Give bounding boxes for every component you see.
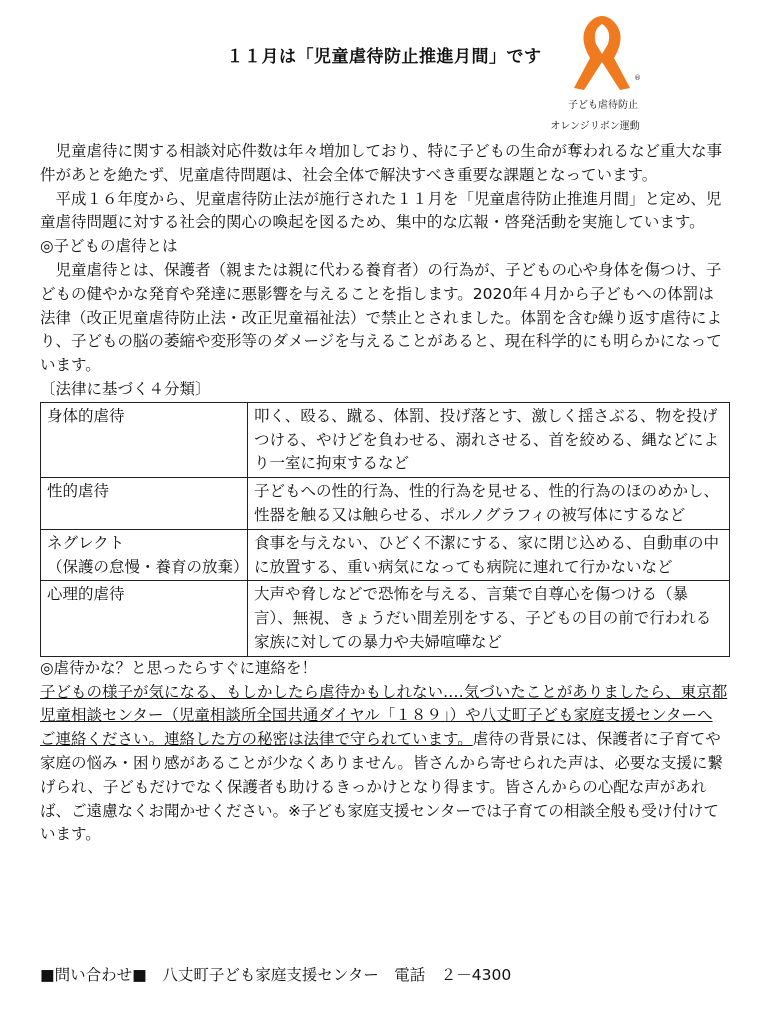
inquiry-label: ■問い合わせ■	[40, 966, 147, 984]
contact-footer	[40, 963, 511, 985]
intro-paragraph-1: 児童虐待に関する相談対応件数は年々増加しており、特に子どもの生命が奪われるなど重大な事件があとを絶たず、児童虐待問題は、社会全体で解決すべき重要な課題となっています。	[40, 142, 723, 184]
section-heading-abuse: ◎子どもの虐待とは	[40, 237, 178, 256]
contact-underlined-text: 子どもの様子が気になる、もしかしたら虐待かもしれない‥‥気づいたことがありましたら、東京都児童相談センター（児童相談所全国共通ダイヤル「１８９」）や八丈町子ども家庭支援センターへご連絡ください。連絡した方の秘密は法律で守られています。	[40, 682, 728, 749]
organization-name: 八丈町子ども家庭支援センター	[162, 966, 379, 984]
category-description: 叩く、殴る、蹴る、体罰、投げ落とす、激しく揺さぶる、物を投げつける、やけどを負わせる、溺れさせる、首を絞める、縄などにより一室に拘束するなど	[248, 402, 730, 477]
abuse-categories-table	[40, 402, 730, 657]
ribbon-caption-1: 子ども虐待防止	[568, 100, 638, 111]
page-title: １１月は「児童虐待防止推進月間」です	[226, 47, 542, 67]
intro-paragraph-2: 平成１６年度から、児童虐待防止法が施行された１１月を「児童虐待防止推進月間」と定め、児童虐待問題に対する社会的関心の喚起を図るため、集中的な広報・啓発活動を実施しています。	[40, 189, 722, 232]
ribbon-caption-2: オレンジリボン運動	[550, 121, 640, 132]
ribbon-icon	[562, 12, 644, 94]
contact-paragraph	[40, 681, 728, 848]
phone-number: ２－4300	[440, 966, 512, 984]
category-description: 食事を与えない、ひどく不潔にする、家に閉じ込める、自動車の中に放置する、重い病気になっても病院に連れて行かないなど	[248, 529, 730, 581]
category-name: 心理的虐待	[41, 581, 248, 656]
category-description: 子どもへの性的行為、性的行為を見せる、性的行為のほのめかし、性器を触る又は触らせる、ポルノグラフィの被写体にするなど	[248, 478, 730, 530]
table-caption: 〔法律に基づく４分類〕	[40, 379, 211, 398]
category-name: ネグレクト （保護の怠慢・養育の放棄）	[41, 529, 248, 581]
contact-rest-text: 虐待の背景には、保護者に子育てや家庭の悩み・困り感があることが少なくありません。皆さんから寄せられた声は、必要な支援に繋げられ、子どもだけでなく保護者も助けるきっかけとなり得ます。皆さんからの心配な声があれば、ご遠慮なくお聞かせください。※子ども家庭支援センターでは子育ての相談全般も受け付けています。	[40, 730, 723, 844]
table-row	[41, 529, 730, 581]
main-content	[40, 140, 728, 847]
table-row	[41, 478, 730, 530]
category-name: 性的虐待	[41, 478, 248, 530]
abuse-definition-paragraph: 児童虐待とは、保護者（親または親に代わる養育者）の行為が、子どもの心や身体を傷つけ、子どもの健やかな発育や発達に悪影響を与えることを指します。2020年４月から子どもへの体罰は法律（改正児童虐待防止法・改正児童福祉法）で禁止とされました。体罰を含む繰り返す虐待により、子どもの脳の萎縮や変形等のダメージを与えることがあると、現在科学的にも明らかになっています。	[40, 260, 723, 375]
table-row	[41, 402, 730, 477]
phone-label: 電話	[394, 966, 426, 984]
section-heading-contact: ◎虐待かな？と思ったらすぐに連絡を！	[40, 658, 318, 677]
category-name: 身体的虐待	[41, 402, 248, 477]
category-description: 大声や脅しなどで恐怖を与える、言葉で自尊心を傷つける（暴言）、無視、きょうだい間差別をする、子どもの目の前で行われる家族に対しての暴力や夫婦喧嘩など	[248, 581, 730, 656]
table-row	[41, 581, 730, 656]
orange-ribbon-logo	[548, 12, 658, 94]
svg-text:®: ®	[634, 74, 641, 82]
